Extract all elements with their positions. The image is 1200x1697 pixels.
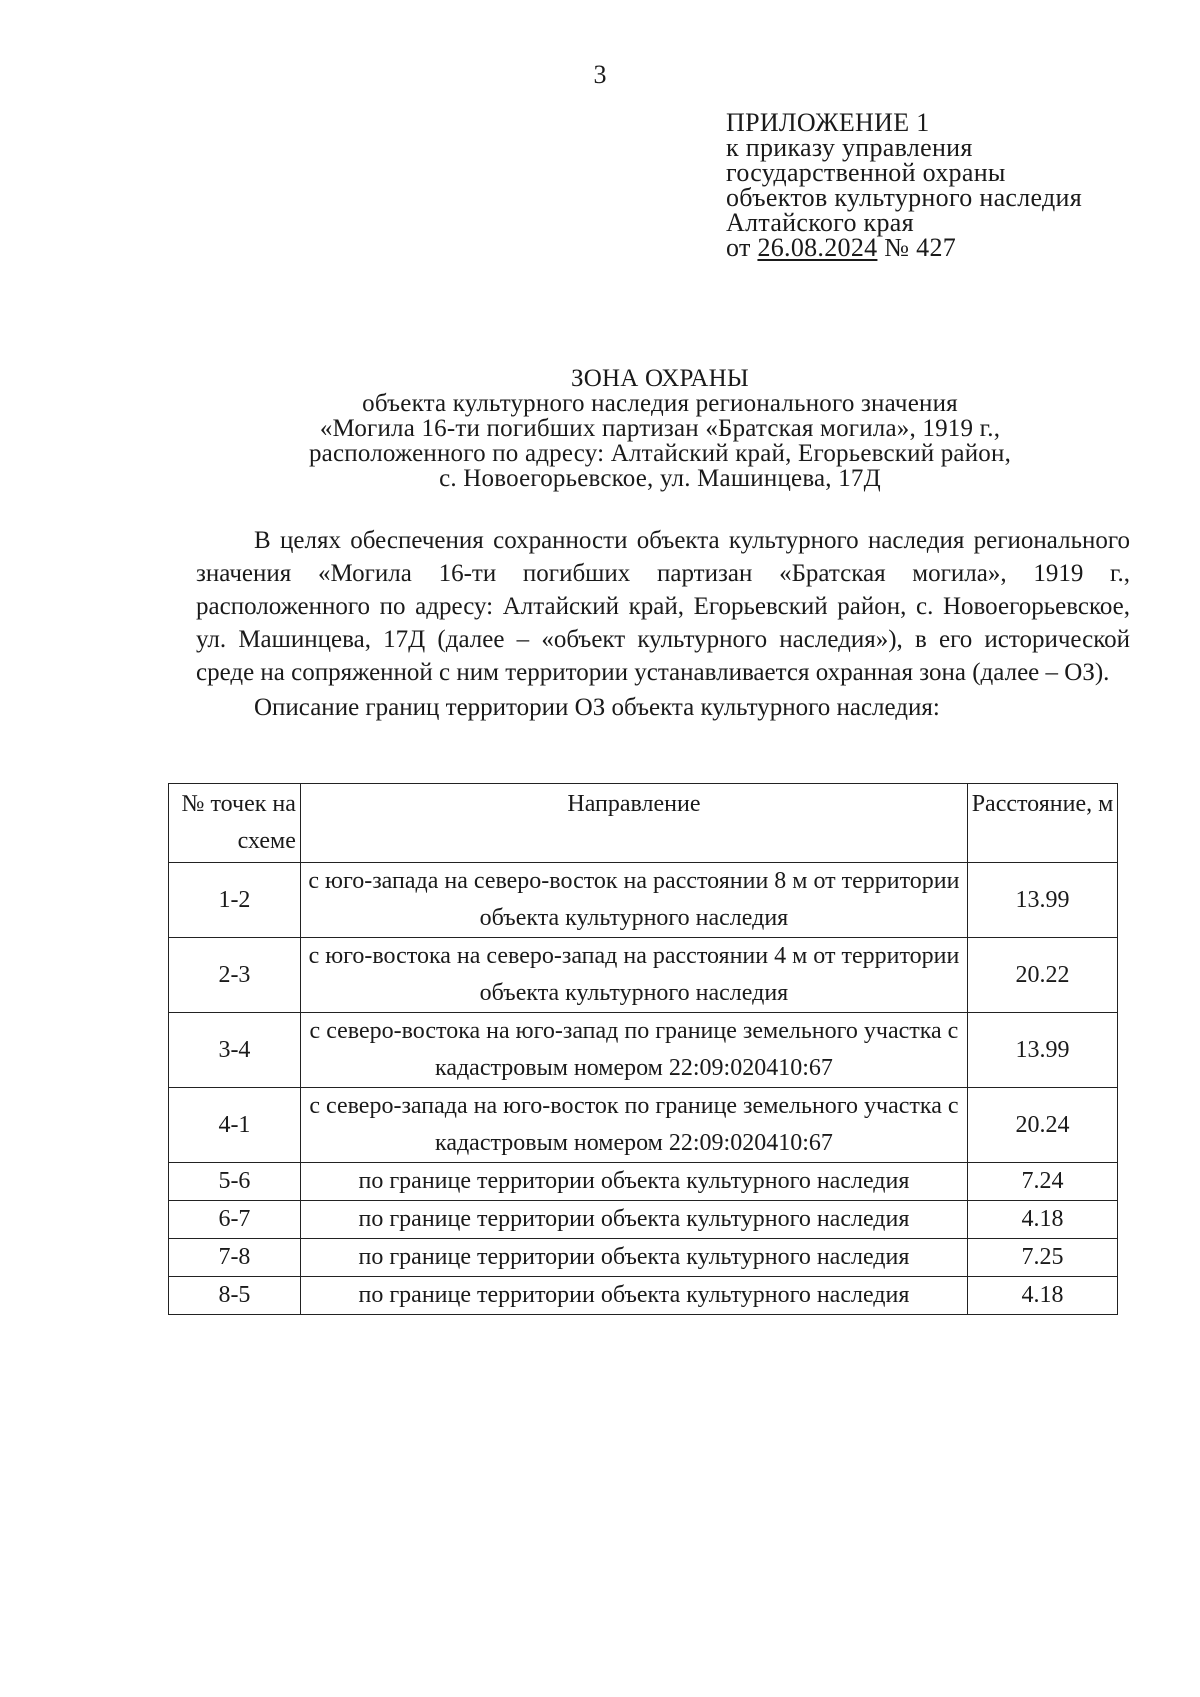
header-direction: Направление bbox=[300, 784, 967, 863]
order-prefix: от bbox=[726, 233, 751, 262]
body-paragraph: В целях обеспечения сохранности объекта культурного наследия регионального значения «Могила 16-ти погибших партизан «Братская могила», 1919 г., расположенного по адресу: Алтайский край, Егорьевский район, с. Новоегорьевское, ул. Машинцева, 17Д (далее – «объект культурного наследия»), в его исторической среде на сопряженной с ним территории устанавливается охранная зона (далее – ОЗ). bbox=[196, 527, 1130, 686]
table-row bbox=[169, 1201, 1118, 1239]
cell-points: 1-2 bbox=[169, 863, 301, 938]
cell-direction: с юго-запада на северо-восток на расстоянии 8 м от территории объекта культурного наследия bbox=[300, 863, 967, 938]
cell-distance: 4.18 bbox=[968, 1277, 1118, 1315]
cell-distance: 20.22 bbox=[968, 938, 1118, 1013]
zone-title-block bbox=[0, 366, 1200, 491]
cell-points: 6-7 bbox=[169, 1201, 301, 1239]
cell-distance: 7.25 bbox=[968, 1239, 1118, 1277]
cell-distance: 4.18 bbox=[968, 1201, 1118, 1239]
table-row bbox=[169, 1163, 1118, 1201]
zone-title-line: с. Новоегорьевское, ул. Машинцева, 17Д bbox=[439, 465, 881, 492]
order-number: № 427 bbox=[884, 233, 957, 262]
zone-title-line: объекта культурного наследия регионального значения bbox=[362, 390, 958, 417]
cell-direction: по границе территории объекта культурного наследия bbox=[300, 1201, 967, 1239]
appendix-block bbox=[726, 110, 1082, 260]
cell-points: 8-5 bbox=[169, 1277, 301, 1315]
table-row bbox=[169, 863, 1118, 938]
cell-distance: 13.99 bbox=[968, 1013, 1118, 1088]
table-row bbox=[169, 1277, 1118, 1315]
boundary-description: Описание границ территории ОЗ объекта культурного наследия: bbox=[254, 694, 940, 721]
order-date: 26.08.2024 bbox=[757, 233, 878, 262]
boundaries-table bbox=[168, 783, 1118, 1315]
table-row bbox=[169, 938, 1118, 1013]
cell-points: 4-1 bbox=[169, 1088, 301, 1163]
cell-points: 5-6 bbox=[169, 1163, 301, 1201]
cell-points: 3-4 bbox=[169, 1013, 301, 1088]
header-points: № точек на схеме bbox=[169, 784, 301, 863]
cell-distance: 7.24 bbox=[968, 1163, 1118, 1201]
header-distance: Расстояние, м bbox=[968, 784, 1118, 863]
cell-distance: 20.24 bbox=[968, 1088, 1118, 1163]
order-line bbox=[726, 235, 1082, 260]
table-row bbox=[169, 1088, 1118, 1163]
cell-direction: по границе территории объекта культурного наследия bbox=[300, 1239, 967, 1277]
appendix-line: Алтайского края bbox=[726, 208, 914, 237]
zone-title-line: расположенного по адресу: Алтайский край, Егорьевский район, bbox=[308, 440, 1012, 467]
cell-direction: с северо-востока на юго-запад по границе земельного участка с кадастровым номером 22:09:020410:67 bbox=[300, 1013, 967, 1088]
appendix-line: объектов культурного наследия bbox=[726, 183, 1083, 212]
cell-direction: по границе территории объекта культурного наследия bbox=[300, 1163, 967, 1201]
zone-heading: ЗОНА ОХРАНЫ bbox=[571, 365, 749, 392]
cell-direction: по границе территории объекта культурного наследия bbox=[300, 1277, 967, 1315]
zone-title-line: «Могила 16-ти погибших партизан «Братская могила», 1919 г., bbox=[319, 415, 1001, 442]
table-row bbox=[169, 1013, 1118, 1088]
cell-distance: 13.99 bbox=[968, 863, 1118, 938]
cell-points: 7-8 bbox=[169, 1239, 301, 1277]
page-number: 3 bbox=[593, 60, 607, 89]
table-header-row bbox=[169, 784, 1118, 863]
appendix-line: к приказу управления bbox=[726, 133, 973, 162]
body-text bbox=[196, 524, 1130, 724]
cell-direction: с юго-востока на северо-запад на расстоянии 4 м от территории объекта культурного наследия bbox=[300, 938, 967, 1013]
appendix-title: ПРИЛОЖЕНИЕ 1 bbox=[726, 108, 930, 137]
cell-direction: с северо-запада на юго-восток по границе земельного участка с кадастровым номером 22:09:020410:67 bbox=[300, 1088, 967, 1163]
cell-points: 2-3 bbox=[169, 938, 301, 1013]
appendix-line: государственной охраны bbox=[726, 158, 1006, 187]
table-row bbox=[169, 1239, 1118, 1277]
